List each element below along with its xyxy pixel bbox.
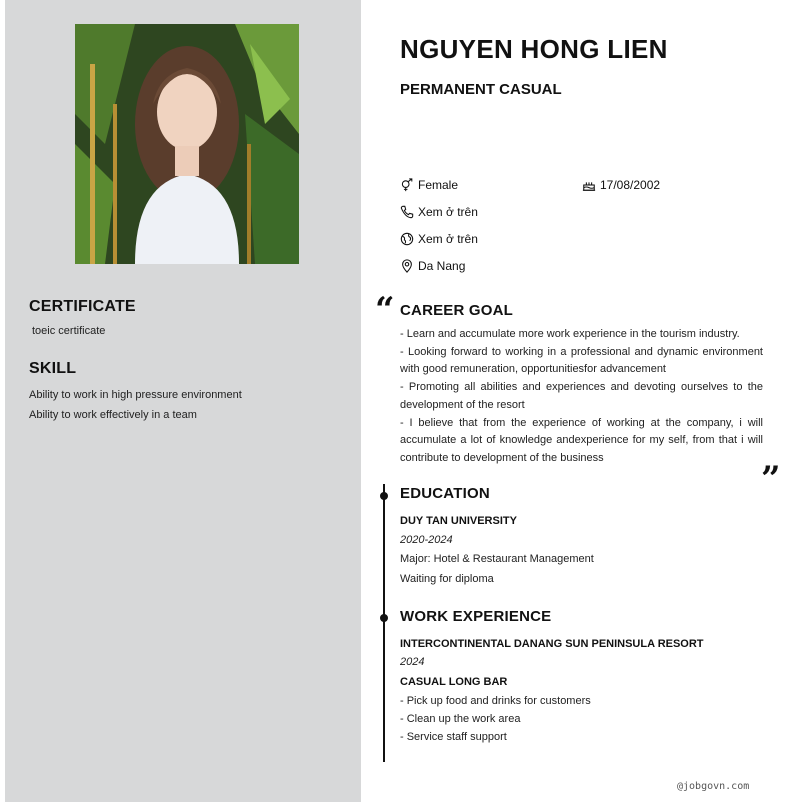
profile-photo [75,24,299,264]
work-duty: - Service staff support [400,731,507,743]
birthdate-value: 17/08/2002 [600,178,661,192]
birthdate-info [582,178,660,192]
timeline-dot [380,492,388,500]
work-heading: WORK EXPERIENCE [400,608,552,625]
phone-icon [400,205,414,219]
candidate-role: PERMANENT CASUAL [400,81,562,98]
education-school: DUY TAN UNIVERSITY [400,515,517,527]
phone-value: Xem ở trên [418,205,478,219]
career-goal-line: - Promoting all abilities and experiences and devoting ourselves to the development of the resort [400,381,763,411]
gender-info [400,178,458,192]
location-value: Da Nang [418,259,466,273]
education-major: Major: Hotel & Restaurant Management [400,553,594,565]
close-quote-icon: ” [761,459,781,499]
gender-icon [400,178,414,192]
open-quote-icon: “ [375,290,395,330]
certificate-item: toeic certificate [32,325,106,337]
globe-icon [400,232,414,246]
career-goal-line: - Looking forward to working in a professional and dynamic environment with good remuneration, opportunitiesfor advancement [400,345,763,376]
cake-icon [582,178,596,192]
career-goal-line: - I believe that from the experience of working at the company, i will accumulate a lot of knowledge andexperience for my self, from that i will contribute to development of the business [400,416,763,464]
work-duty: - Pick up food and drinks for customers [400,695,591,707]
map-pin-icon [400,259,414,273]
work-duty: - Clean up the work area [400,713,521,725]
watermark: @jobgovn.com [677,781,750,792]
sidebar [5,0,361,802]
skill-item: Ability to work effectively in a team [29,409,197,421]
career-goal-heading: CAREER GOAL [400,302,514,319]
work-year: 2024 [400,656,425,668]
work-company: INTERCONTINENTAL DANANG SUN PENINSULA RESORT [400,638,704,650]
education-period: 2020-2024 [400,534,453,546]
education-status: Waiting for diploma [400,573,494,585]
education-heading: EDUCATION [400,485,490,502]
skill-item: Ability to work in high pressure environment [29,389,242,401]
website-info [400,232,478,246]
certificate-heading: CERTIFICATE [29,298,136,315]
timeline-line [383,484,385,762]
career-goal-line: - Learn and accumulate more work experience in the tourism industry. [400,328,740,340]
candidate-name: NGUYEN HONG LIEN [400,34,668,64]
timeline-dot [380,614,388,622]
phone-info [400,205,478,219]
gender-value: Female [418,178,459,192]
location-info [400,259,465,273]
skill-heading: SKILL [29,360,77,377]
work-position: CASUAL LONG BAR [400,676,508,688]
website-value: Xem ở trên [418,232,478,246]
career-goal-text [400,326,763,468]
